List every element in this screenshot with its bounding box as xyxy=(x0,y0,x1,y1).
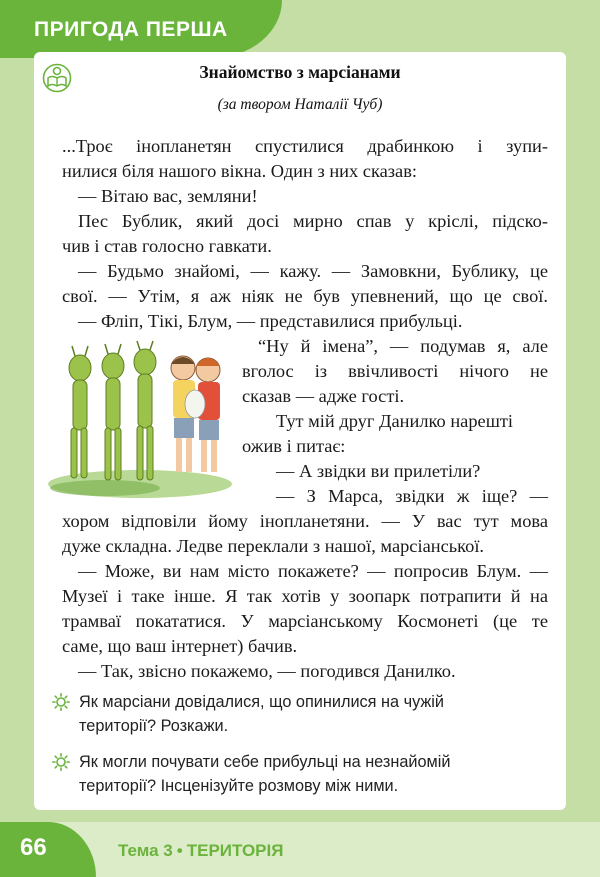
story-line: хором відповіли йому інопланетяни. — У вас тут мова xyxy=(62,511,548,531)
story-line: — Може, ви нам місто покажете? — попросив Блум. — xyxy=(78,561,548,581)
topic-label xyxy=(118,841,283,861)
question-line: території? Інсценізуйте розмову між ними. xyxy=(79,777,399,795)
sun-icon xyxy=(52,693,70,711)
topic-name: ТЕРИТОРІЯ xyxy=(186,841,284,860)
story-line: чив і став голосно гавкати. xyxy=(62,236,272,256)
question-line: Як могли почувати себе прибульці на незнайомій xyxy=(79,753,451,771)
page-number: 66 xyxy=(20,834,47,861)
topic-prefix: Тема 3 xyxy=(118,841,173,860)
story-subtitle: (за твором Наталії Чуб) xyxy=(217,96,383,113)
topic-separator: • xyxy=(176,841,183,860)
story-line: Тут мій друг Данилко нарешті xyxy=(276,411,514,431)
question-line: території? Розкажи. xyxy=(79,717,229,735)
story-line: — Будьмо знайомі, — кажу. — Замовкни, Бублику, це xyxy=(78,261,548,281)
story-line: саме, що ваш інтернет) бачив. xyxy=(62,636,298,656)
story-line: — Вітаю вас, земляни! xyxy=(78,186,258,206)
martians-and-boys-illustration xyxy=(45,338,240,500)
story-line: — А звідки ви прилетіли? xyxy=(276,461,481,481)
story-line: ожив і питає: xyxy=(242,436,346,456)
story-line: трамваї покататися. У марсіанському Космонеті (це те xyxy=(62,611,548,631)
story-line: Музеї і таке інше. Я так хотів у зоопарк потрапити й на xyxy=(62,586,548,606)
story-title: Знайомство з марсіанами xyxy=(199,62,401,82)
story-line: нилися біля нашого вікна. Один з них сказав: xyxy=(62,161,418,181)
story-line: — Фліп, Тікі, Блум, — представилися прибульці. xyxy=(78,311,463,331)
story-line: — З Марса, звідки ж іще? — xyxy=(276,486,548,506)
story-line: свої. — Утім, я аж ніяк не був упевнений, що це свої. xyxy=(62,286,548,306)
question-line: Як марсіани довідалися, що опинилися на чужій xyxy=(79,693,445,711)
story-line: дуже складна. Ледве переклали з нашої, марсіанської. xyxy=(62,536,485,556)
sun-icon xyxy=(52,753,70,771)
story-line: “Ну й імена”, — подумав я, але xyxy=(258,336,548,356)
story-line: — Так, звісно покажемо, — погодився Данилко. xyxy=(78,661,456,681)
story-line: вголос із ввічливості нічого не xyxy=(242,361,548,381)
story-line: ...Троє інопланетян спустилися драбинкою і зупи- xyxy=(62,136,548,156)
story-line: сказав — адже гості. xyxy=(242,386,405,406)
story-line: Пес Бублик, який досі мирно спав у кріслі, підско- xyxy=(78,211,548,231)
section-title: ПРИГОДА ПЕРША xyxy=(34,18,228,41)
